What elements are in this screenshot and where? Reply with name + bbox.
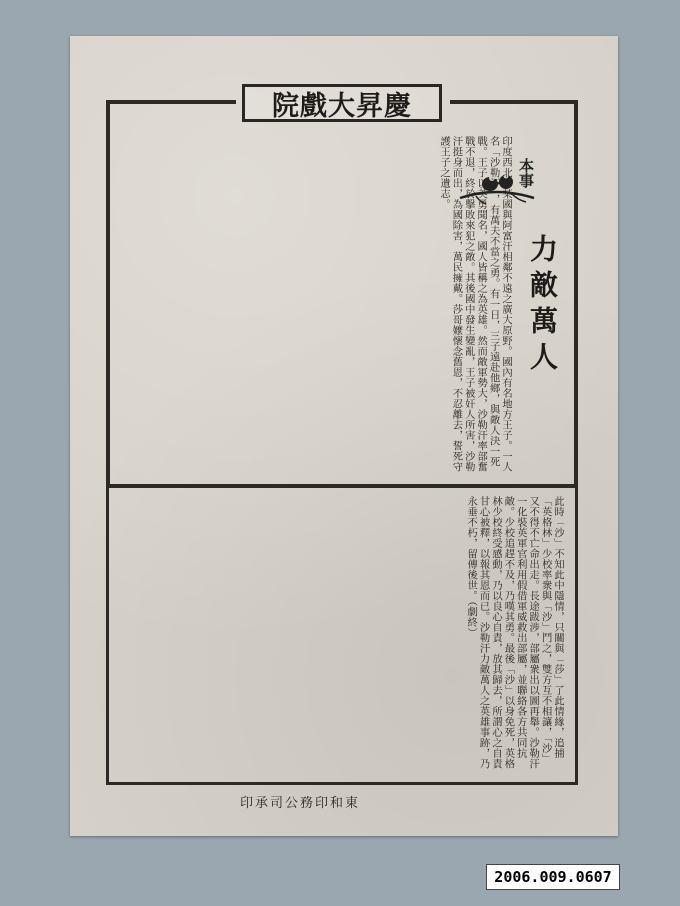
left-border-rule — [106, 100, 110, 488]
top-left-border-rule — [106, 100, 236, 104]
catalog-number-label: 2006.009.0607 — [486, 864, 620, 890]
right-border-rule — [574, 100, 578, 488]
theater-name: 慶昇大戲院 — [242, 84, 442, 122]
synopsis-badge-label: 本事 — [517, 158, 535, 188]
lower-left-border-rule — [106, 488, 109, 785]
handbill-sheet — [70, 36, 618, 836]
synopsis-lower-text: 此時「沙」不知此中隱情，只關與「莎」了此情緣，追捕「英格林」少校率衆與「沙」鬥之，雙方互不相讓，「沙」又不得不亡命出走。長途跋涉，部屬衆出以圖再舉。沙勒汗一化裝英軍官利用假借軍威救出部屬，並聯絡各方共同抗敵。少校追趕不及，乃嘆其勇。最後「沙」以身免死，英格林少校終受感動，乃以良心自責，放其歸去，所謂心之自責甘心被釋，以報其恩而已。沙勒汗力敵萬人之英雄事跡，乃永垂不朽，留傳後世。（劇終） — [465, 496, 564, 769]
printer-credit: 東和印務公司承印 — [240, 796, 361, 811]
middle-divider-rule — [106, 484, 578, 488]
synopsis-upper-text: 印度西北部某國與阿富汗相鄰不遠之廣大原野。國內有名地方王子。一人名「沙勒汗」，有萬夫不當之勇。有一日，三子遠赴他鄉，與敵人決一死戰。王子以英勇聞名，國人皆稱之為英雄。然而敵軍勢大，沙勒汗率部奮戰不退，終於擊敗來犯之敵。其後國中發生變亂，王子被奸人所害，沙勒汗挺身而出，為國除害，萬民擁戴。莎哥嬤懷念舊恩，不忍離去，誓死守護王子之遺志。 — [437, 136, 512, 472]
top-right-border-rule — [450, 100, 578, 104]
lower-right-border-rule — [575, 488, 578, 785]
film-title: 力敵萬人 — [526, 234, 559, 378]
bottom-border-rule — [106, 782, 578, 785]
